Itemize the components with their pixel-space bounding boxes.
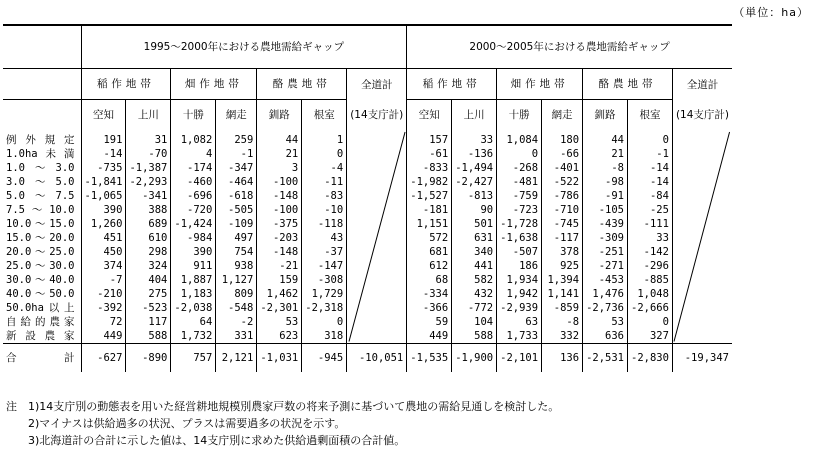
value-cell: 501 (452, 217, 497, 231)
total-cell (347, 259, 407, 273)
region-header: 稲作地帯 (407, 69, 497, 100)
value-cell: 938 (216, 259, 257, 273)
value-cell: -105 (583, 203, 628, 217)
total-cell (347, 161, 407, 175)
value-cell: 31 (126, 130, 171, 147)
total-cell (347, 287, 407, 301)
value-cell: -392 (81, 301, 126, 315)
value-cell: 44 (257, 130, 302, 147)
value-cell: 754 (216, 245, 257, 259)
district-header: 網走 (542, 100, 583, 131)
corner-cell (3, 25, 81, 69)
value-cell: 3 (257, 161, 302, 175)
value-cell: 1,729 (302, 287, 347, 301)
total-cell (347, 189, 407, 203)
table-row (3, 175, 732, 189)
value-cell: 1 (302, 130, 347, 147)
value-cell: -710 (542, 203, 583, 217)
value-cell: 378 (542, 245, 583, 259)
value-cell: 809 (216, 287, 257, 301)
district-header: 十勝 (497, 100, 542, 131)
value-cell: 636 (583, 329, 628, 344)
row-label: 自給的農家 (6, 316, 75, 328)
value-cell: -98 (583, 175, 628, 189)
value-cell: 63 (497, 315, 542, 329)
value-cell: -833 (407, 161, 452, 175)
sum-value-cell: 757 (171, 344, 216, 373)
notes (6, 398, 559, 449)
row-label: 50.0ha以上 (6, 302, 75, 314)
value-cell: -464 (216, 175, 257, 189)
value-cell: 449 (81, 329, 126, 344)
value-cell: 298 (126, 245, 171, 259)
value-cell: -148 (257, 189, 302, 203)
value-cell: 324 (126, 259, 171, 273)
value-cell: -148 (257, 245, 302, 259)
sum-value-cell: 2,121 (216, 344, 257, 373)
district-header: 上川 (452, 100, 497, 131)
value-cell: 582 (452, 273, 497, 287)
total-cell (672, 259, 732, 273)
value-cell: 327 (628, 329, 673, 344)
value-cell: 318 (302, 329, 347, 344)
value-cell: 53 (257, 315, 302, 329)
value-cell: 1,934 (497, 273, 542, 287)
table-row (3, 161, 732, 175)
value-cell: -401 (542, 161, 583, 175)
total-cell (347, 231, 407, 245)
row-label: 10.0～15.0 (6, 218, 75, 230)
total-label: 全道計 (686, 78, 719, 91)
value-cell: -1,494 (452, 161, 497, 175)
district-header: 空知 (81, 100, 126, 131)
value-cell: 631 (452, 231, 497, 245)
value-cell: -723 (497, 203, 542, 217)
sum-total-cell: -10,051 (347, 344, 407, 373)
value-cell: -696 (171, 189, 216, 203)
value-cell: 689 (126, 217, 171, 231)
corner-cell (3, 100, 81, 131)
value-cell: 44 (583, 130, 628, 147)
value-cell: 441 (452, 259, 497, 273)
value-cell: 1,084 (497, 130, 542, 147)
value-cell: 911 (171, 259, 216, 273)
value-cell: -61 (407, 147, 452, 161)
value-cell: -142 (628, 245, 673, 259)
table-row (3, 245, 732, 259)
value-cell: -4 (302, 161, 347, 175)
value-cell: -83 (302, 189, 347, 203)
sum-value-cell: -1,900 (452, 344, 497, 373)
value-cell: -2,318 (302, 301, 347, 315)
total-cell (672, 273, 732, 287)
value-cell: 332 (542, 329, 583, 344)
value-cell: -1,387 (126, 161, 171, 175)
sum-label: 合計 (3, 344, 81, 373)
total-cell (347, 147, 407, 161)
value-cell: -2,301 (257, 301, 302, 315)
value-cell: 159 (257, 273, 302, 287)
value-cell: 449 (407, 329, 452, 344)
total-cell (672, 231, 732, 245)
region-header: 稲作地帯 (81, 69, 171, 100)
sum-value-cell: -2,531 (583, 344, 628, 373)
value-cell: 1,462 (257, 287, 302, 301)
corner-cell (3, 69, 81, 100)
value-cell: 612 (407, 259, 452, 273)
value-cell: 390 (171, 245, 216, 259)
value-cell: 450 (81, 245, 126, 259)
note-line: 注 1)14支庁別の動態表を用いた経営耕地規模別農家戸数の将来予測に基づいて農地の需給見通しを検討した。 (6, 400, 560, 413)
value-cell: 0 (628, 315, 673, 329)
value-cell: -70 (126, 147, 171, 161)
value-cell: 1,942 (497, 287, 542, 301)
value-cell: 1,733 (497, 329, 542, 344)
value-cell: -1 (216, 147, 257, 161)
value-cell: -147 (302, 259, 347, 273)
value-cell: 1,887 (171, 273, 216, 287)
value-cell: 610 (126, 231, 171, 245)
value-cell: -481 (497, 175, 542, 189)
value-cell: 1,260 (81, 217, 126, 231)
value-cell: 388 (126, 203, 171, 217)
value-cell: 21 (257, 147, 302, 161)
value-cell: -66 (542, 147, 583, 161)
total-cell (672, 175, 732, 189)
table-row (3, 217, 732, 231)
value-cell: -203 (257, 231, 302, 245)
value-cell: 117 (126, 315, 171, 329)
value-cell: -117 (542, 231, 583, 245)
sum-value-cell: -2,830 (628, 344, 673, 373)
district-header: 根室 (302, 100, 347, 131)
value-cell: 451 (81, 231, 126, 245)
note-line (6, 432, 559, 449)
value-cell: 33 (452, 130, 497, 147)
value-cell: -14 (628, 175, 673, 189)
value-cell: 1,082 (171, 130, 216, 147)
value-cell: 588 (452, 329, 497, 344)
total-cell (672, 161, 732, 175)
total-cell (347, 175, 407, 189)
value-cell: -1,841 (81, 175, 126, 189)
value-cell: 64 (171, 315, 216, 329)
value-cell: 90 (452, 203, 497, 217)
value-cell: -1 (628, 147, 673, 161)
value-cell: 1,732 (171, 329, 216, 344)
district-header: 釧路 (257, 100, 302, 131)
farmland-gap-table (3, 24, 732, 372)
total-cell (672, 203, 732, 217)
sum-value-cell: -627 (81, 344, 126, 373)
total-cell (672, 147, 732, 161)
value-cell: -8 (542, 315, 583, 329)
value-cell: -10 (302, 203, 347, 217)
value-cell: -174 (171, 161, 216, 175)
value-cell: -309 (583, 231, 628, 245)
value-cell: 1,141 (542, 287, 583, 301)
total-label: 全道計 (360, 78, 393, 91)
value-cell: -2,939 (497, 301, 542, 315)
value-cell: 681 (407, 245, 452, 259)
value-cell: -347 (216, 161, 257, 175)
value-cell: -859 (542, 301, 583, 315)
value-cell: -885 (628, 273, 673, 287)
total-sub-label: (14支庁計) (350, 108, 404, 121)
value-cell: -84 (628, 189, 673, 203)
value-cell: 331 (216, 329, 257, 344)
value-cell: -1,527 (407, 189, 452, 203)
value-cell: 340 (452, 245, 497, 259)
value-cell: 180 (542, 130, 583, 147)
region-header: 酪農地帯 (583, 69, 673, 100)
value-cell: -21 (257, 259, 302, 273)
value-cell: -439 (583, 217, 628, 231)
row-label: 15.0～20.0 (6, 232, 75, 244)
value-cell: -136 (452, 147, 497, 161)
row-label: 5.0～7.5 (6, 190, 75, 202)
sum-row (3, 344, 732, 373)
total-header (672, 69, 732, 131)
value-cell: -111 (628, 217, 673, 231)
value-cell: 390 (81, 203, 126, 217)
row-label: 例外規定 (6, 134, 75, 146)
value-cell: -522 (542, 175, 583, 189)
value-cell: -2,736 (583, 301, 628, 315)
district-header: 網走 (216, 100, 257, 131)
value-cell: -1,065 (81, 189, 126, 203)
value-cell: -181 (407, 203, 452, 217)
table-row (3, 203, 732, 217)
value-cell: -341 (126, 189, 171, 203)
district-header: 十勝 (171, 100, 216, 131)
value-cell: 104 (452, 315, 497, 329)
row-label: 30.0～40.0 (6, 274, 75, 286)
value-cell: 1,476 (583, 287, 628, 301)
value-cell: -813 (452, 189, 497, 203)
total-cell (672, 287, 732, 301)
value-cell: -251 (583, 245, 628, 259)
value-cell: 1,394 (542, 273, 583, 287)
value-cell: 72 (81, 315, 126, 329)
value-cell: -375 (257, 217, 302, 231)
total-sub-label: (14支庁計) (675, 108, 729, 121)
table-row (3, 189, 732, 203)
value-cell: -2,038 (171, 301, 216, 315)
value-cell: -271 (583, 259, 628, 273)
note-text: 3)北海道計の合計に示した値は、14支庁別に求めた供給過剰面積の合計値。 (28, 434, 406, 447)
value-cell: -745 (542, 217, 583, 231)
value-cell: -109 (216, 217, 257, 231)
table-row (3, 329, 732, 344)
sum-value-cell: -890 (126, 344, 171, 373)
value-cell: 4 (171, 147, 216, 161)
value-cell: -14 (81, 147, 126, 161)
row-label: 25.0～30.0 (6, 260, 75, 272)
value-cell: -2,666 (628, 301, 673, 315)
value-cell: -786 (542, 189, 583, 203)
district-header: 空知 (407, 100, 452, 131)
value-cell: 404 (126, 273, 171, 287)
value-cell: -334 (407, 287, 452, 301)
value-cell: -453 (583, 273, 628, 287)
value-cell: -1,424 (171, 217, 216, 231)
sum-value-cell: -1,535 (407, 344, 452, 373)
value-cell: 0 (302, 147, 347, 161)
value-cell: 374 (81, 259, 126, 273)
total-cell (672, 245, 732, 259)
period1-header: 1995～2000年における農地需給ギャップ (81, 25, 407, 69)
region-header: 畑作地帯 (171, 69, 257, 100)
value-cell: 43 (302, 231, 347, 245)
value-cell: -296 (628, 259, 673, 273)
value-cell: -1,638 (497, 231, 542, 245)
value-cell: 0 (302, 315, 347, 329)
sum-value-cell: 136 (542, 344, 583, 373)
table-container (3, 24, 732, 372)
total-cell (347, 329, 407, 344)
total-cell (672, 315, 732, 329)
region-header: 酪農地帯 (257, 69, 347, 100)
value-cell: -460 (171, 175, 216, 189)
value-cell: -984 (171, 231, 216, 245)
total-cell (347, 217, 407, 231)
value-cell: 21 (583, 147, 628, 161)
value-cell: 1,151 (407, 217, 452, 231)
value-cell: 53 (583, 315, 628, 329)
value-cell: -735 (81, 161, 126, 175)
value-cell: 572 (407, 231, 452, 245)
total-cell (347, 130, 407, 147)
row-label: 7.5～10.0 (6, 204, 75, 216)
total-cell (347, 245, 407, 259)
table-row (3, 315, 732, 329)
sum-value-cell: -1,031 (257, 344, 302, 373)
value-cell: -523 (126, 301, 171, 315)
total-cell (672, 189, 732, 203)
region-header: 畑作地帯 (497, 69, 583, 100)
value-cell: -618 (216, 189, 257, 203)
row-label: 20.0～25.0 (6, 246, 75, 258)
note-text: 2)マイナスは供給過多の状況、プラスは需要過多の状況を示す。 (28, 417, 346, 430)
sum-value-cell: -945 (302, 344, 347, 373)
total-cell (672, 301, 732, 315)
value-cell: 432 (452, 287, 497, 301)
value-cell: 0 (628, 130, 673, 147)
row-label: 1.0ha未満 (6, 148, 75, 160)
sum-value-cell: -2,101 (497, 344, 542, 373)
period2-header: 2000～2005年における農地需給ギャップ (407, 25, 732, 69)
value-cell: -548 (216, 301, 257, 315)
value-cell: 68 (407, 273, 452, 287)
table-row (3, 231, 732, 245)
value-cell: -37 (302, 245, 347, 259)
value-cell: 275 (126, 287, 171, 301)
total-cell (672, 217, 732, 231)
row-label: 新設農家 (6, 330, 75, 342)
row-label: 1.0～3.0 (6, 162, 75, 174)
value-cell: 497 (216, 231, 257, 245)
value-cell: -91 (583, 189, 628, 203)
value-cell: -11 (302, 175, 347, 189)
value-cell: 925 (542, 259, 583, 273)
note-line (6, 415, 559, 432)
value-cell: -100 (257, 175, 302, 189)
value-cell: -118 (302, 217, 347, 231)
table-row (3, 259, 732, 273)
value-cell: -505 (216, 203, 257, 217)
value-cell: 588 (126, 329, 171, 344)
value-cell: -268 (497, 161, 542, 175)
value-cell: 1,127 (216, 273, 257, 287)
value-cell: -759 (497, 189, 542, 203)
total-header (347, 69, 407, 131)
sum-total-cell: -19,347 (672, 344, 732, 373)
value-cell: 186 (497, 259, 542, 273)
value-cell: -100 (257, 203, 302, 217)
value-cell: -507 (497, 245, 542, 259)
value-cell: -366 (407, 301, 452, 315)
value-cell: -25 (628, 203, 673, 217)
table-row (3, 147, 732, 161)
value-cell: -2,293 (126, 175, 171, 189)
value-cell: 1,183 (171, 287, 216, 301)
total-cell (672, 130, 732, 147)
value-cell: -7 (81, 273, 126, 287)
value-cell: -2,427 (452, 175, 497, 189)
value-cell: 0 (497, 147, 542, 161)
value-cell: -8 (583, 161, 628, 175)
row-label: 3.0～5.0 (6, 176, 75, 188)
district-header: 上川 (126, 100, 171, 131)
value-cell: 33 (628, 231, 673, 245)
value-cell: 1,048 (628, 287, 673, 301)
value-cell: 623 (257, 329, 302, 344)
value-cell: 157 (407, 130, 452, 147)
value-cell: -1,982 (407, 175, 452, 189)
total-cell (347, 273, 407, 287)
total-cell (672, 329, 732, 344)
table-row (3, 287, 732, 301)
district-header: 根室 (628, 100, 673, 131)
table-row (3, 301, 732, 315)
value-cell: -2 (216, 315, 257, 329)
total-cell (347, 301, 407, 315)
value-cell: -720 (171, 203, 216, 217)
value-cell: -308 (302, 273, 347, 287)
value-cell: -210 (81, 287, 126, 301)
total-cell (347, 203, 407, 217)
row-label: 40.0～50.0 (6, 288, 75, 300)
table-row (3, 130, 732, 147)
table-body (3, 130, 732, 372)
value-cell: -1,728 (497, 217, 542, 231)
unit-label: （単位：ha） (733, 6, 809, 19)
value-cell: 59 (407, 315, 452, 329)
value-cell: 259 (216, 130, 257, 147)
district-header: 釧路 (583, 100, 628, 131)
table-row (3, 273, 732, 287)
value-cell: -14 (628, 161, 673, 175)
total-cell (347, 315, 407, 329)
value-cell: -772 (452, 301, 497, 315)
value-cell: 191 (81, 130, 126, 147)
